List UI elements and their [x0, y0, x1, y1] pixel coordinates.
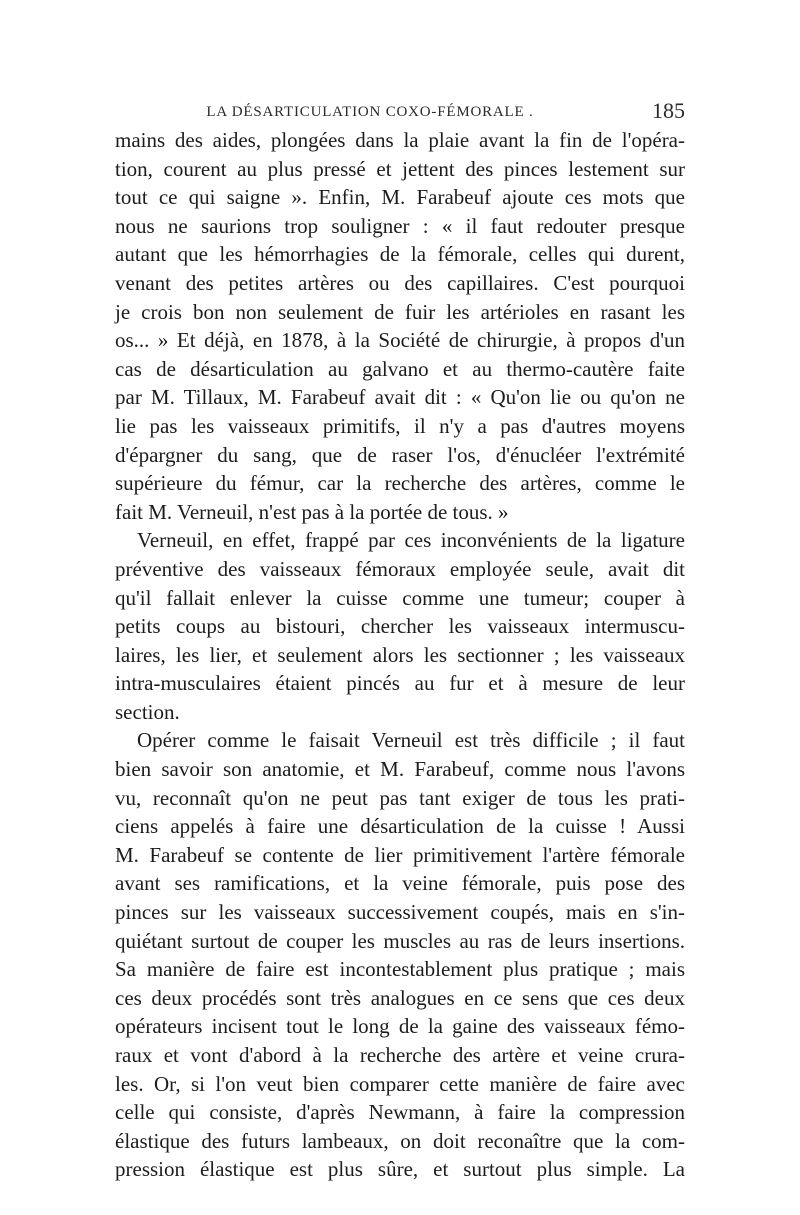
- text-line: intra-musculaires étaient pincés au fur et à mesure de leur: [115, 671, 685, 696]
- text-line: qu'il fallait enlever la cuisse comme une tumeur; couper à: [115, 585, 685, 610]
- text-line: raux et vont d'abord à la recherche des artère et veine crura-: [115, 1043, 685, 1067]
- text-line: mains des aides, plongées dans la plaie avant la fin de l'opéra-: [115, 128, 685, 152]
- running-head: [115, 98, 685, 124]
- text-line: les. Or, si l'on veut bien comparer cette manière de faire avec: [115, 1071, 685, 1096]
- text-line: cas de désarticulation au galvano et au thermo-cautère faite: [115, 356, 685, 381]
- text-line: os... » Et déjà, en 1878, à la Société de chirurgie, à propos d'un: [115, 328, 685, 353]
- text-line: tion, courent au plus pressé et jettent des pinces lestement sur: [115, 156, 685, 181]
- running-title: LA DÉSARTICULATION COXO-FÉMORALE .: [206, 104, 534, 120]
- text-line: opérateurs incisent tout le long de la gaine des vaisseaux fémo-: [115, 1014, 685, 1039]
- paragraph-first-line: Opérer comme le faisait Verneuil est très difficile ; il faut: [137, 728, 685, 753]
- text-line: vu, reconnaît qu'on ne peut pas tant exiger de tous les prati-: [115, 785, 685, 810]
- page-number: 185: [652, 98, 685, 123]
- text-line: laires, les lier, et seulement alors les sectionner ; les vaisseaux: [115, 642, 685, 667]
- text-line: pinces sur les vaisseaux successivement coupés, mais en s'in-: [115, 900, 685, 925]
- text-line: tout ce qui saigne ». Enfin, M. Farabeuf ajoute ces mots que: [115, 185, 685, 210]
- text-line: lie pas les vaisseaux primitifs, il n'y a pas d'autres moyens: [115, 413, 685, 438]
- text-line: Sa manière de faire est incontestablement plus pratique ; mais: [115, 957, 685, 982]
- text-line: supérieure du fémur, car la recherche des artères, comme le: [115, 471, 685, 496]
- body-text: [115, 126, 685, 1184]
- text-line: je crois bon non seulement de fuir les artérioles en rasant les: [115, 299, 685, 324]
- text-line: ciens appelés à faire une désarticulation de la cuisse ! Aussi: [115, 814, 685, 839]
- paragraph-end-line: fait M. Verneuil, n'est pas à la portée de tous. »: [115, 499, 509, 524]
- text-line: par M. Tillaux, M. Farabeuf avait dit : « Qu'on lie ou qu'on ne: [115, 385, 685, 410]
- text-line: autant que les hémorrhagies de la fémorale, celles qui durent,: [115, 242, 685, 267]
- paragraph-end-line: section.: [115, 699, 180, 724]
- text-line: quiétant surtout de couper les muscles au ras de leurs insertions.: [115, 928, 685, 953]
- text-line: celle qui consiste, d'après Newmann, à faire la compression: [115, 1100, 685, 1125]
- text-line: élastique des futurs lambeaux, on doit reconaître que la com-: [115, 1128, 685, 1153]
- text-line: pression élastique est plus sûre, et surtout plus simple. La: [115, 1157, 685, 1182]
- text-line: nous ne saurions trop souligner : « il faut redouter presque: [115, 213, 685, 238]
- text-line: venant des petites artères ou des capillaires. C'est pourquoi: [115, 270, 685, 295]
- text-line: d'épargner du sang, que de raser l'os, d'énucléer l'extrémité: [115, 442, 685, 467]
- text-line: ces deux procédés sont très analogues en ce sens que ces deux: [115, 985, 685, 1010]
- text-line: bien savoir son anatomie, et M. Farabeuf, comme nous l'avons: [115, 757, 685, 782]
- text-line: préventive des vaisseaux fémoraux employée seule, avait dit: [115, 556, 685, 581]
- text-line: avant ses ramifications, et la veine fémorale, puis pose des: [115, 871, 685, 896]
- text-line: M. Farabeuf se contente de lier primitivement l'artère fémorale: [115, 842, 685, 867]
- paragraph-first-line: Verneuil, en effet, frappé par ces inconvénients de la ligature: [137, 528, 685, 553]
- text-line: petits coups au bistouri, chercher les vaisseaux intermuscu-: [115, 614, 685, 639]
